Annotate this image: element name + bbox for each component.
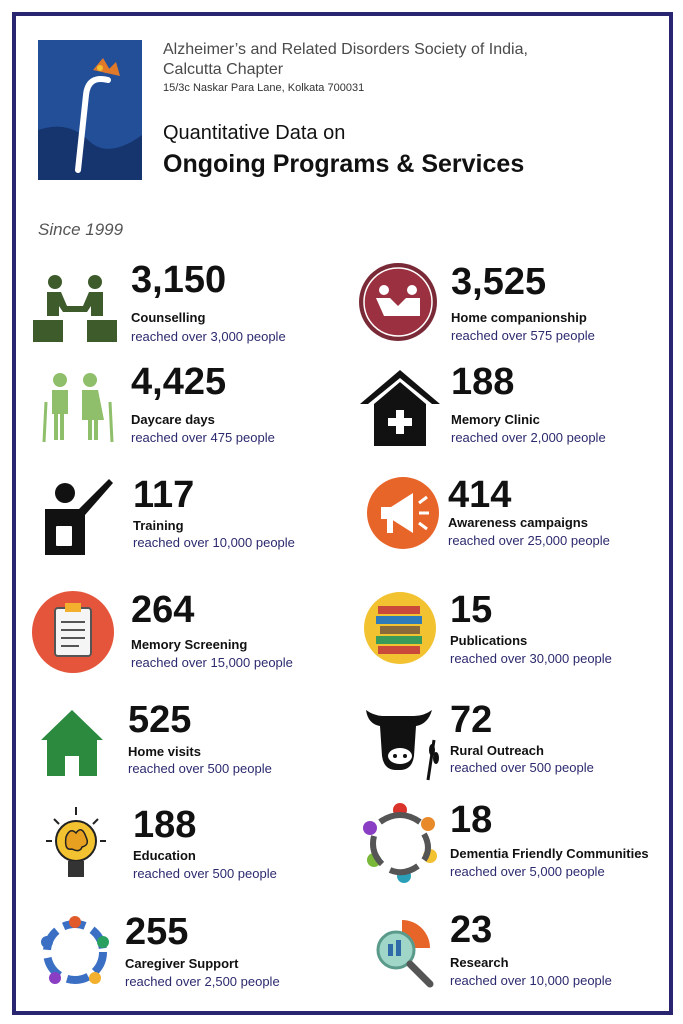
- stat-number: 23: [450, 909, 493, 951]
- stat-reach: reached over 30,000 people: [450, 651, 612, 666]
- stat-number: 525: [128, 699, 192, 741]
- stat-number: 255: [125, 911, 189, 953]
- stat-label: Memory Clinic: [451, 412, 540, 427]
- stat-number: 188: [451, 361, 515, 403]
- stat-label: Daycare days: [131, 412, 215, 427]
- stat-number: 18: [450, 799, 493, 841]
- stat-reach: reached over 25,000 people: [448, 533, 610, 548]
- stat-label: Rural Outreach: [450, 743, 544, 758]
- stat-label: Counselling: [131, 310, 206, 325]
- stat-number: 117: [133, 474, 195, 516]
- stat-reach: reached over 475 people: [131, 430, 275, 445]
- magnifier-chart-icon: [368, 910, 452, 994]
- elderly-couple-icon: [38, 362, 122, 446]
- counselling-icon: [33, 260, 117, 344]
- stat-label: Education: [133, 848, 196, 863]
- lightbulb-brain-icon: [38, 805, 122, 889]
- clipboard-icon: [31, 590, 115, 674]
- stat-reach: reached over 500 people: [450, 760, 594, 775]
- stat-number: 264: [131, 589, 195, 631]
- stat-reach: reached over 5,000 people: [450, 864, 605, 879]
- stat-reach: reached over 10,000 people: [450, 973, 612, 988]
- stat-reach: reached over 500 people: [128, 761, 272, 776]
- organization-logo: [38, 40, 142, 180]
- stat-number: 188: [133, 804, 197, 846]
- stat-label: Home companionship: [451, 310, 587, 325]
- stat-label: Dementia Friendly Communities: [450, 846, 649, 861]
- stat-reach: reached over 3,000 people: [131, 329, 286, 344]
- stat-label: Memory Screening: [131, 637, 248, 652]
- stat-label: Home visits: [128, 744, 201, 759]
- since-label: Since 1999: [38, 220, 124, 239]
- stat-reach: reached over 575 people: [451, 328, 595, 343]
- stat-reach: reached over 2,500 people: [125, 974, 280, 989]
- page-heading-line2: Ongoing Programs & Services: [163, 150, 525, 178]
- stat-number: 72: [450, 699, 493, 741]
- stat-reach: reached over 10,000 people: [133, 535, 295, 550]
- page-heading-line1: Quantitative Data on: [163, 122, 346, 144]
- stat-number: 3,525: [451, 261, 547, 303]
- stat-label: Training: [133, 518, 184, 533]
- handshake-icon: [358, 262, 442, 346]
- stat-reach: reached over 15,000 people: [131, 655, 293, 670]
- stat-label: Awareness campaigns: [448, 515, 588, 530]
- house-icon: [35, 700, 119, 784]
- stat-number: 414: [448, 474, 512, 516]
- stat-number: 4,425: [131, 361, 227, 403]
- clinic-house-icon: [358, 362, 442, 446]
- teacher-icon: [35, 475, 119, 559]
- cow-wheat-icon: [362, 700, 446, 784]
- stat-reach: reached over 500 people: [133, 866, 277, 881]
- organization-address: 15/3c Naskar Para Lane, Kolkata 700031: [163, 82, 365, 94]
- people-circle-icon: [37, 912, 121, 996]
- stat-number: 15: [450, 589, 493, 631]
- megaphone-icon: [365, 475, 449, 559]
- stat-number: 3,150: [131, 259, 227, 301]
- organization-name: Alzheimer’s and Related Disorders Society of India, Calcutta Chapter: [163, 41, 528, 78]
- stat-label: Publications: [450, 633, 528, 648]
- stat-label: Research: [450, 955, 509, 970]
- books-icon: [362, 590, 446, 674]
- community-circle-icon: [360, 800, 444, 884]
- stat-reach: reached over 2,000 people: [451, 430, 606, 445]
- stat-label: Caregiver Support: [125, 956, 239, 971]
